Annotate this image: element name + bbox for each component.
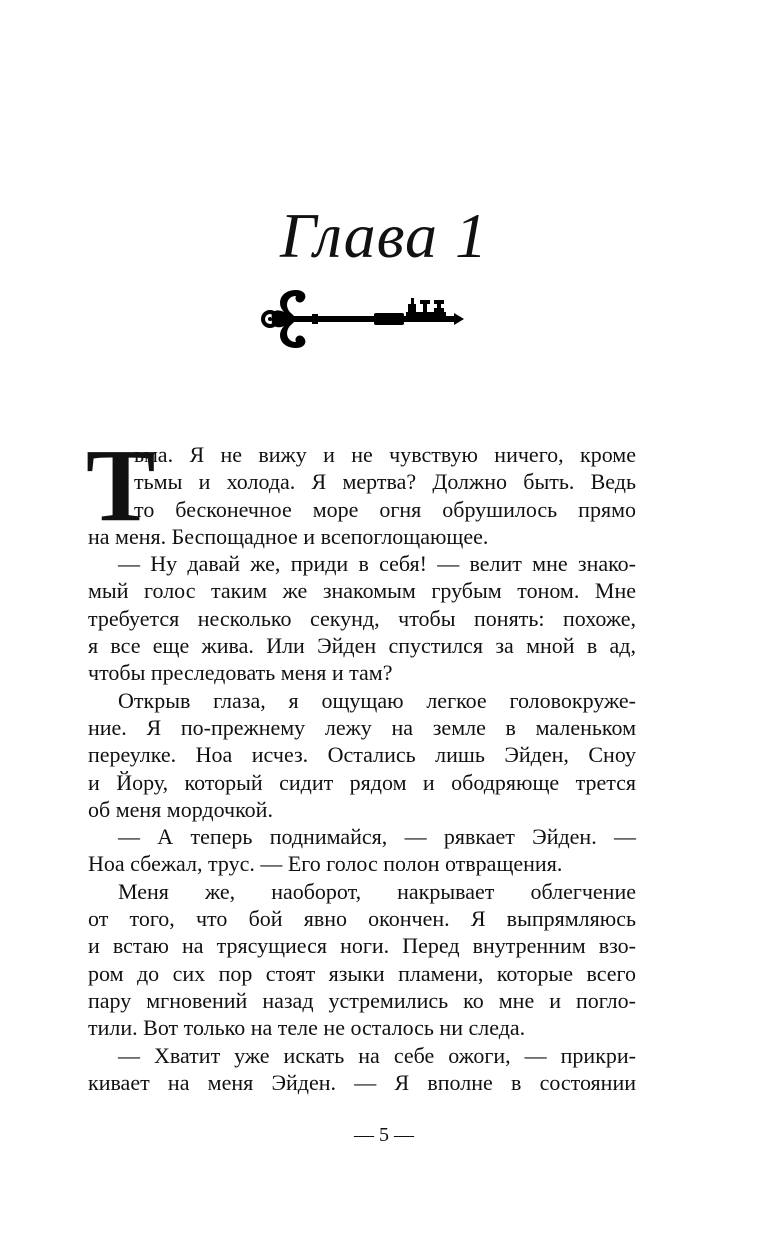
text-line: — Ну давай же, приди в себя! — велит мне знако- (118, 551, 636, 577)
text-line: на меня. Беспощадное и всепоглощающее. (88, 523, 489, 549)
text-line: чтобы преследовать меня и там? (88, 660, 393, 686)
chapter-body (86, 428, 636, 1096)
text-line: кивает на меня Эйден. — Я вполне в состоянии (88, 1069, 636, 1095)
text-line: мый голос таким же знакомым грубым тоном. Мне (88, 578, 636, 604)
text-line: требуется несколько секунд, чтобы понять: похоже, (88, 605, 636, 631)
drop-cap: Т (86, 428, 156, 543)
text-line: об меня мордочкой. (88, 796, 273, 822)
text-line: то бесконечное море огня обрушилось прямо (134, 496, 636, 522)
text-line: переулке. Ноа исчез. Остались лишь Эйден, Сноу (88, 742, 636, 768)
text-line: тьмы и холода. Я мертва? Должно быть. Ведь (134, 469, 636, 495)
text-line: тили. Вот только на теле не осталось ни следа. (88, 1015, 526, 1041)
text-line: и Йору, который сидит рядом и ободряюще трется (88, 769, 636, 795)
key-icon (256, 286, 466, 352)
text-line: ром до сих пор стоят языки пламени, которые всего (88, 960, 636, 986)
text-line: Ноа сбежал, трус. — Его голос полон отвращения. (88, 851, 563, 877)
text-line: ние. Я по-прежнему лежу на земле в маленьком (88, 714, 636, 740)
chapter-title: Глава 1 (279, 200, 489, 271)
text-lines (86, 428, 636, 1096)
text-line: — Хватит уже искать на себе ожоги, — прикри- (118, 1042, 636, 1068)
text-line: я все еще жива. Или Эйден спустился за мной в ад, (88, 633, 636, 659)
text-line: и встаю на трясущиеся ноги. Перед внутренним взо- (88, 933, 636, 959)
text-line: пару мгновений назад устремились ко мне и погло- (88, 987, 636, 1013)
text-line: от того, что бой явно окончен. Я выпрямляюсь (88, 906, 636, 932)
page-number: — 5 — (354, 1124, 414, 1146)
text-line: Меня же, наоборот, накрывает облегчение (118, 878, 636, 904)
text-line: ьма. Я не вижу и не чувствую ничего, кроме (134, 442, 636, 467)
text-line: — А теперь поднимайся, — рявкает Эйден. — (118, 824, 636, 850)
text-line: Открыв глаза, я ощущаю легкое головокруже- (118, 687, 636, 713)
